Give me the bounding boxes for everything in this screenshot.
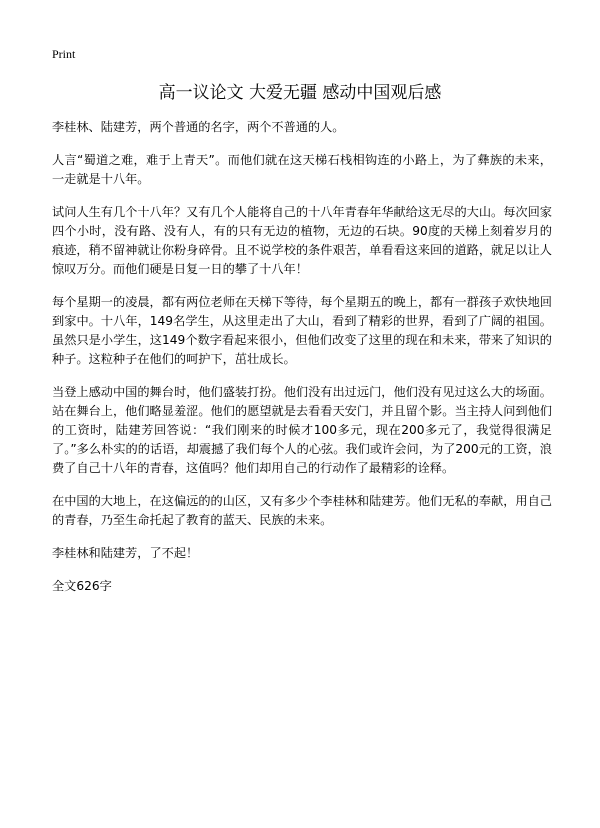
paragraph: 每个星期一的凌晨，都有两位老师在天梯下等待，每个星期五的晚上，都有一群孩子欢快地回到家中。十八年，149名学生，从这里走出了大山，看到了精彩的世界，看到了广阔的祖国。虽然只是小学生，这149个数字看起来很小，但他们改变了这里的现在和未来，带来了知识的种子。这粒种子在他们的呵护下，茁壮成长。 [52,295,552,366]
paragraph: 李桂林和陆建芳，了不起！ [52,546,199,560]
paragraph: 李桂林、陆建芳，两个普通的名字，两个不普通的人。 [52,120,345,134]
print-link[interactable]: Print [52,47,76,61]
word-count: 全文626字 [52,579,112,593]
article-title: 高一议论文 大爱无疆 感动中国观后感 [158,83,442,103]
article-body [52,118,552,596]
paragraph: 当登上感动中国的舞台时，他们盛装打扮。他们没有出过远门，他们没有见过这么大的场面。站在舞台上，他们略显羞涩。他们的愿望就是去看看天安门，并且留个影。当主持人问到他们的工资时，陆建芳回答说：“我们刚来的时候才100多元，现在200多元了，我觉得很满足了。”多么朴实的的话语，却震撼了我们每个人的心弦。我们或许会问，为了200元的工资，浪费了自己十八年的青春，这值吗？他们却用自己的行动作了最精彩的诠释。 [52,385,552,475]
paragraph: 在中国的大地上，在这偏远的的山区，又有多少个李桂林和陆建芳。他们无私的奉献，用自己的青春，乃至生命托起了教育的蓝天、民族的未来。 [52,494,552,527]
paragraph: 人言“蜀道之难，难于上青天”。而他们就在这天梯石栈相钩连的小路上，为了彝族的未来，一走就是十八年。 [52,153,552,186]
paragraph: 试问人生有几个十八年？又有几个人能将自己的十八年青春年华献给这无尽的大山。每次回家四个小时，没有路、没有人，有的只有无边的植物，无边的石块。90度的天梯上刻着岁月的痕迹，稍不留神就让你粉身碎骨。且不说学校的条件艰苦，单看看这来回的道路，就足以让人惊叹万分。而他们硬是日复一日的攀了十八年！ [52,205,552,276]
